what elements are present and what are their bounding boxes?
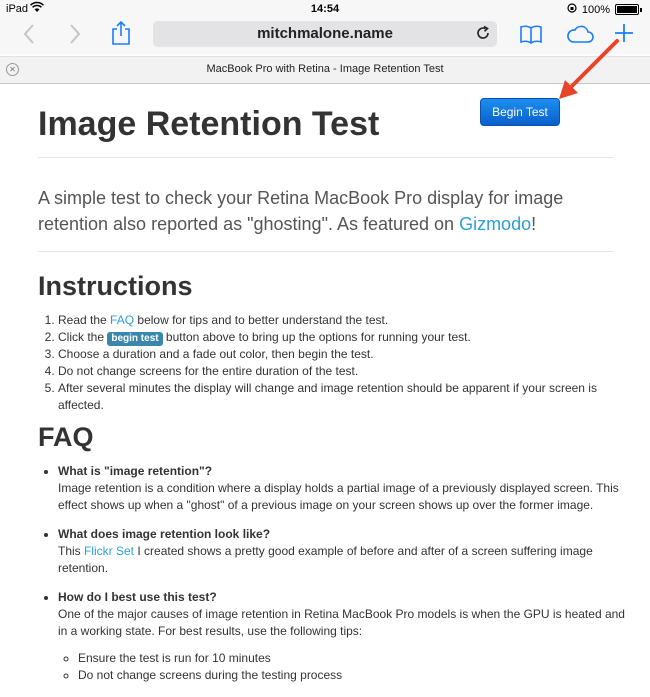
share-icon[interactable] — [111, 20, 131, 51]
faq-answer: One of the major causes of image retention in Retina MacBook Pro models is when the GPU is heated and in a working state. For best results, use the following tips: — [58, 607, 625, 638]
faq-question: • How do I best use this test? — [58, 590, 217, 604]
lead-text: A simple test to check your Retina MacBook Pro display for image retention also reported as "ghosting". As featured on — [38, 188, 564, 234]
reload-icon[interactable] — [475, 25, 491, 46]
address-bar[interactable] — [153, 21, 497, 47]
back-icon[interactable] — [22, 22, 36, 51]
list-item: 4. Do not change screens for the entire duration of the test. — [58, 363, 628, 380]
clock: 14:54 — [310, 3, 340, 15]
faq-question: • What is "image retention"? — [58, 464, 213, 478]
lead-paragraph — [38, 185, 618, 237]
annotation-arrow — [555, 36, 625, 106]
status-bar — [0, 0, 650, 18]
page-title: Image Retention Test — [38, 105, 380, 143]
lead-after: ! — [531, 214, 537, 234]
tab-bar — [0, 56, 650, 84]
faq-answer: Image retention is a condition where a display holds a partial image of a previously displayed screen. This effect shows up when a "ghost" of a previous image on your screen shows up over the former image. — [58, 481, 619, 512]
orientation-lock-icon — [567, 3, 577, 16]
url-text: mitchmalone.name — [257, 25, 393, 42]
tip-item: ◦ Ensure the test is run for 10 minutes — [78, 650, 628, 667]
answer-text: I created shows a pretty good example of before and after of a screen suffering image retention. — [58, 544, 593, 575]
battery-icon — [615, 4, 639, 15]
faq-item — [58, 526, 628, 577]
device-name: iPad — [6, 3, 29, 15]
tip-item: ◦ Do not change screens during the testing process — [78, 667, 628, 684]
answer-text: This — [58, 544, 85, 558]
faq-question: • What does image retention look like? — [58, 527, 271, 541]
gizmodo-link[interactable]: Gizmodo — [459, 214, 532, 234]
faq-item — [58, 463, 628, 514]
item-text: below for tips and to better understand the test. — [134, 313, 389, 327]
bookmarks-icon[interactable] — [519, 24, 543, 49]
web-page — [0, 83, 650, 697]
faq-list — [38, 463, 628, 696]
faq-link[interactable]: FAQ — [110, 313, 135, 327]
begin-test-badge: begin test — [107, 332, 162, 346]
divider — [38, 157, 613, 158]
browser-toolbar — [0, 18, 650, 54]
faq-heading: FAQ — [38, 422, 94, 452]
forward-icon[interactable] — [68, 22, 82, 51]
item-text: Click the — [58, 330, 108, 344]
close-tab-icon[interactable]: ✕ — [6, 63, 19, 76]
instructions-list — [38, 312, 628, 414]
list-item: 5. After several minutes the display will change and image retention should be apparent if your screen is affected. — [58, 380, 628, 414]
list-item — [58, 312, 628, 329]
list-item — [58, 329, 628, 346]
faq-answer — [58, 544, 593, 575]
flickr-set-link[interactable]: Flickr Set — [84, 544, 135, 558]
instructions-heading: Instructions — [38, 271, 193, 301]
battery-percent: 100% — [581, 3, 610, 16]
status-right — [567, 3, 642, 16]
divider — [38, 251, 613, 252]
faq-item — [58, 589, 628, 684]
item-text: button above to bring up the options for running your test. — [162, 330, 471, 344]
battery-tip — [640, 8, 642, 12]
item-text: Read the — [58, 313, 111, 327]
begin-test-button[interactable]: Begin Test — [480, 98, 560, 126]
list-item: 3. Choose a duration and a fade out color, then begin the test. — [58, 346, 628, 363]
tips-list — [58, 650, 628, 684]
tab-title[interactable]: MacBook Pro with Retina - Image Retention Test — [206, 63, 444, 75]
